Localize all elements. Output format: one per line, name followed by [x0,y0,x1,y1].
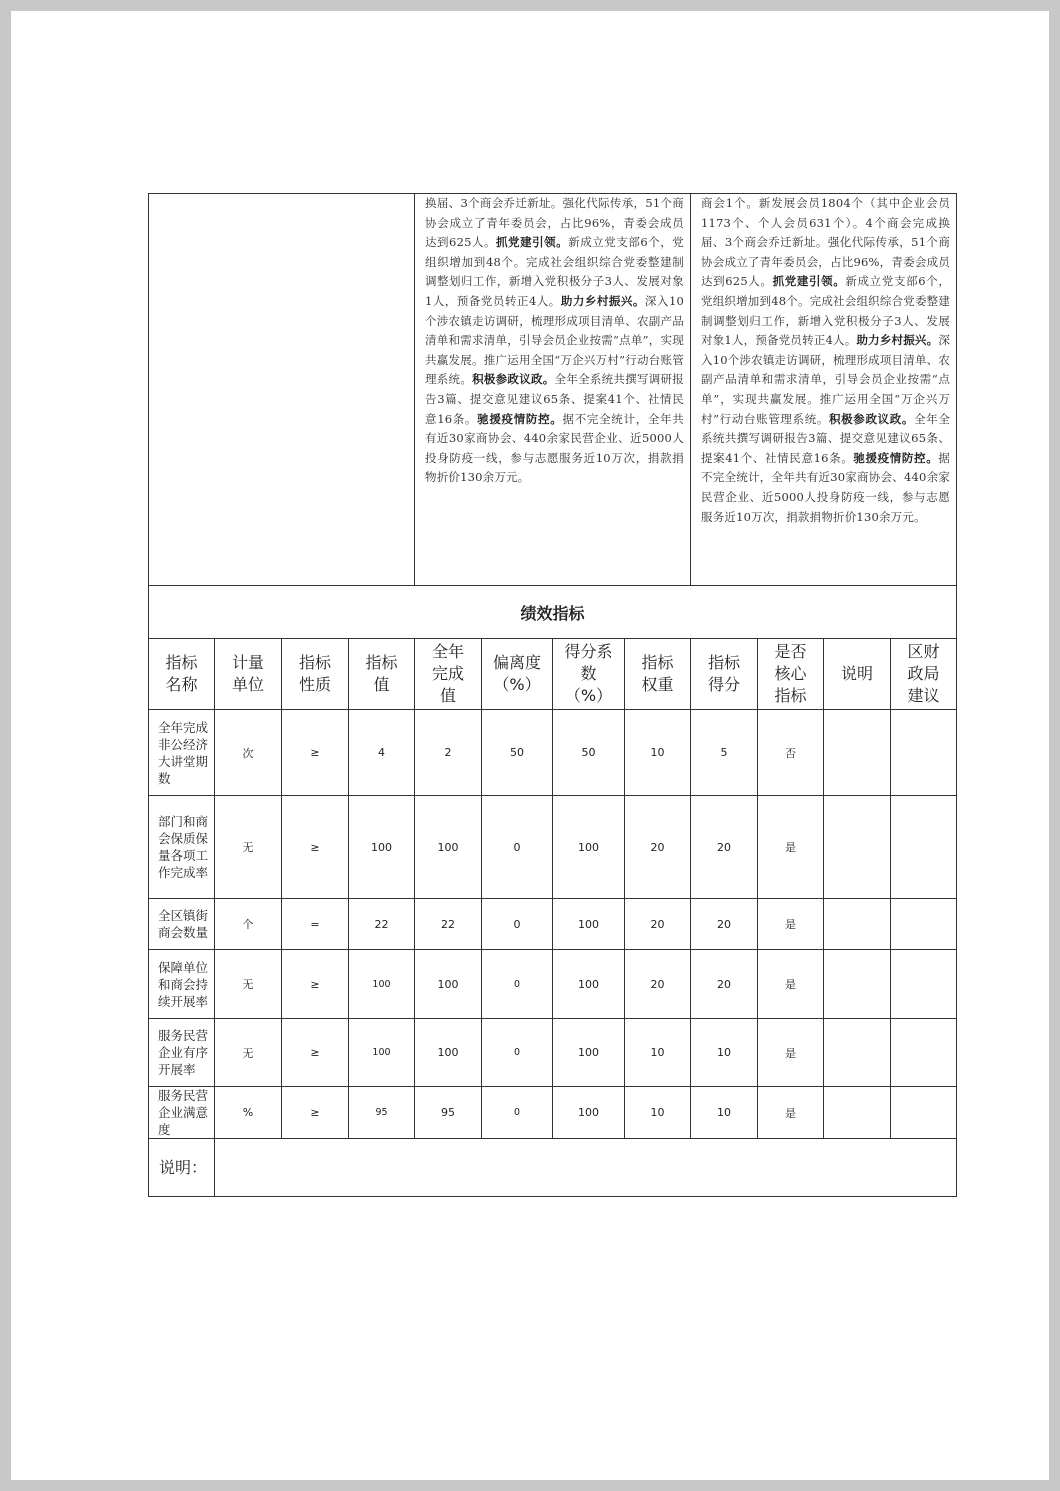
cell-name: 服务民营企业满意度 [149,1087,215,1139]
cell-core: 是 [758,899,824,950]
table-row [149,950,957,1019]
cell-deviation: 0 [482,950,553,1019]
cell-target: 95 [349,1087,415,1139]
cell-unit: 无 [215,796,282,899]
cell-core: 是 [758,1019,824,1087]
narrative-cell-completion [415,194,691,586]
header-label: 计量单位 [231,653,264,694]
cell-advice [891,899,957,950]
cell-actual: 22 [415,899,482,950]
table-row [149,710,957,796]
narrative-heading: 抓党建引领。 [772,274,846,289]
cell-coef: 50 [553,710,625,796]
narrative-run: 全年全系统共撰写调研报告3篇、提交意见建议65条、提案41个、社情民意16条。 [425,372,684,426]
cell-score: 20 [691,899,758,950]
header-cell [149,639,215,710]
performance-table [148,193,957,1197]
header-cell [349,639,415,710]
cell-coef: 100 [553,1019,625,1087]
section-title-row [149,586,957,639]
header-label: 说明 [840,664,873,683]
note-row [149,1139,957,1197]
cell-nature: ≥ [282,710,349,796]
cell-actual: 2 [415,710,482,796]
cell-coef: 100 [553,796,625,899]
header-cell [625,639,691,710]
cell-core: 是 [758,1087,824,1139]
document-page [11,11,1049,1480]
cell-coef: 100 [553,1087,625,1139]
header-label: 指标得分 [707,653,740,694]
cell-target: 100 [349,950,415,1019]
cell-target: 22 [349,899,415,950]
cell-advice [891,1087,957,1139]
cell-target: 100 [349,796,415,899]
note-label: 说明： [149,1139,215,1197]
header-label: 偏离度（%） [492,653,541,694]
cell-weight: 20 [625,899,691,950]
cell-name: 全区镇街商会数量 [149,899,215,950]
narrative-heading: 积极参政议政。 [472,372,555,387]
cell-score: 5 [691,710,758,796]
cell-advice [891,796,957,899]
table-row [149,1019,957,1087]
cell-coef: 100 [553,899,625,950]
cell-actual: 100 [415,1019,482,1087]
cell-score: 10 [691,1019,758,1087]
cell-note [824,950,891,1019]
header-label: 区财政局建议 [907,642,940,705]
cell-actual: 95 [415,1087,482,1139]
header-cell [691,639,758,710]
narrative-run: 换届、3个商会乔迁新址。强化代际传承，51个商协会成立了青年委员会，占比96%，青委会成员达到625人。 [425,196,684,250]
cell-weight: 10 [625,1019,691,1087]
cell-target: 4 [349,710,415,796]
cell-actual: 100 [415,950,482,1019]
cell-note [824,1087,891,1139]
cell-note [824,710,891,796]
cell-name: 保障单位和商会持续开展率 [149,950,215,1019]
cell-core: 否 [758,710,824,796]
header-cell [282,639,349,710]
cell-deviation: 0 [482,796,553,899]
table-row [149,796,957,899]
table-row [149,899,957,950]
narrative-heading: 抓党建引领。 [496,235,569,250]
cell-deviation: 50 [482,710,553,796]
header-cell [891,639,957,710]
cell-unit: 无 [215,1019,282,1087]
cell-coef: 100 [553,950,625,1019]
cell-weight: 20 [625,950,691,1019]
narrative-run: 深入10个涉农镇走访调研，梳理形成项目清单、农副产品清单和需求清单，引导会员企业按需“点单”，实现共赢发展。推广运用全国“万企兴万村”行动台账管理系统。 [425,293,684,387]
header-cell [415,639,482,710]
header-cell [482,639,553,710]
narrative-run: 据不完全统计，全年共有近30家商协会、440余家民营企业、近5000人投身防疫一线，参与志愿服务近10万次，捐款捐物折价130余万元。 [701,450,951,524]
cell-core: 是 [758,950,824,1019]
cell-advice [891,710,957,796]
header-cell [215,639,282,710]
cell-deviation: 0 [482,1019,553,1087]
note-value [215,1139,957,1197]
cell-actual: 100 [415,796,482,899]
cell-unit: % [215,1087,282,1139]
cell-score: 20 [691,796,758,899]
cell-nature: ≥ [282,950,349,1019]
cell-score: 20 [691,950,758,1019]
cell-unit: 个 [215,899,282,950]
narrative-heading: 驰援疫情防控。 [477,411,563,426]
narrative-run: 新成立党支部6个，党组织增加到48个。完成社会组织综合党委整建制调整划归工作，新增入党积极分子3人、发展对象1人，预备党员转正4人。 [701,274,951,348]
header-label: 指标值 [365,653,398,694]
narrative-run: 据不完全统计，全年共有近30家商协会、440余家民营企业、近5000人投身防疫一线，参与志愿服务近10万次，捐款捐物折价130余万元。 [425,411,684,485]
header-cell [758,639,824,710]
narrative-empty-cell [149,194,415,586]
cell-unit: 次 [215,710,282,796]
cell-nature: ≥ [282,1087,349,1139]
cell-nature: = [282,899,349,950]
narrative-run: 新成立党支部6个，党组织增加到48个。完成社会组织综合党委整建制调整划归工作，新增入党积极分子3人、发展对象1人，预备党员转正4人。 [425,235,684,308]
narrative-text [415,194,690,488]
cell-advice [891,1019,957,1087]
header-label: 指标权重 [641,653,674,694]
header-cell [824,639,891,710]
narrative-text [691,194,956,527]
cell-deviation: 0 [482,1087,553,1139]
cell-unit: 无 [215,950,282,1019]
cell-name: 服务民营企业有序开展率 [149,1019,215,1087]
cell-weight: 10 [625,1087,691,1139]
cell-deviation: 0 [482,899,553,950]
narrative-heading: 助力乡村振兴。 [560,293,645,308]
cell-note [824,899,891,950]
cell-name: 全年完成非公经济大讲堂期数 [149,710,215,796]
header-row [149,639,957,710]
cell-nature: ≥ [282,796,349,899]
narrative-row [149,194,957,586]
table-row [149,1087,957,1139]
cell-weight: 20 [625,796,691,899]
cell-note [824,796,891,899]
narrative-heading: 助力乡村振兴。 [856,333,939,348]
cell-advice [891,950,957,1019]
narrative-run: 商会1个。新发展会员1804个（其中企业会员1173个、个人会员631个）。4个商会完成换届、3个商会乔迁新址。强化代际传承，51个商协会成立了青年委员会，占比96%，青委会成员达到625人。 [701,196,951,289]
narrative-heading: 驰援疫情防控。 [853,450,939,465]
header-label: 指标名称 [165,653,198,694]
header-label: 得分系数（%） [564,642,613,705]
cell-nature: ≥ [282,1019,349,1087]
narrative-heading: 积极参政议政。 [829,411,915,426]
narrative-run: 深入10个涉农镇走访调研，梳理形成项目清单、农副产品清单和需求清单，引导会员企业按需“点单”，实现共赢发展。推广运用全国“万企兴万村”行动台账管理系统。 [701,333,951,426]
header-cell [553,639,625,710]
cell-core: 是 [758,796,824,899]
header-label: 全年完成值 [431,642,464,705]
cell-weight: 10 [625,710,691,796]
header-label: 指标性质 [298,653,331,694]
cell-target: 100 [349,1019,415,1087]
narrative-cell-summary [691,194,957,586]
cell-name: 部门和商会保质保量各项工作完成率 [149,796,215,899]
header-label: 是否核心指标 [774,642,807,705]
cell-note [824,1019,891,1087]
section-title: 绩效指标 [149,586,957,639]
cell-score: 10 [691,1087,758,1139]
narrative-run: 全年全系统共撰写调研报告3篇、提交意见建议65条、提案41个、社情民意16条。 [701,411,951,465]
